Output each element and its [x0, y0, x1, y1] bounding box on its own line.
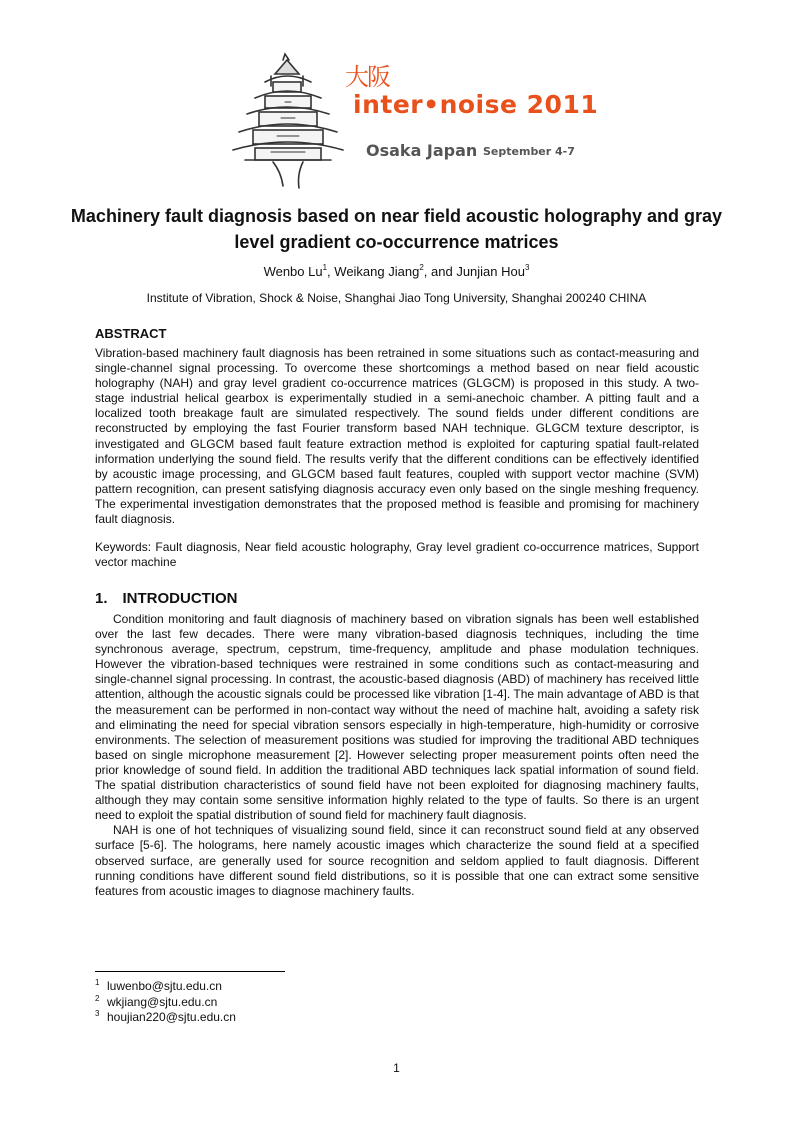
author-separator: , and [423, 264, 457, 279]
footnote [95, 1010, 236, 1026]
logo-dates: September 4-7 [483, 145, 575, 158]
footnote-number: 2 [95, 993, 100, 1003]
author-mark: 1 [322, 263, 328, 272]
author-list [60, 264, 733, 279]
footnote-number: 3 [95, 1009, 100, 1018]
footnote [95, 979, 236, 995]
paragraph: NAH is one of hot techniques of visualizing sound field, since it can reconstruct sound field at any observed surface [5-6]. The holograms, here namely acoustic images which characterize the sound field at a specified observed surface, are generally used for source recognition and seldom applied to fault diagnosis. Different running conditions have different sound field distributions, so it is possible that one can extract some sensitive features from acoustic images to diagnose machinery faults. [95, 823, 699, 898]
section-heading-introduction: 1. INTRODUCTION [95, 590, 238, 607]
footnote-email[interactable]: luwenbo@sjtu.edu.cn [107, 979, 222, 993]
footnote-number: 1 [95, 978, 100, 987]
footnote-divider [95, 971, 285, 972]
paragraph: Condition monitoring and fault diagnosis of machinery based on vibration signals has been well established over the last few decades. There were many vibration-based diagnosis techniques, including the time synchronous average, spectrum, cepstrum, time-frequency, amplitude and phase modulation techniques. However the vibration-based techniques were restrained in some conditions such as contact-measuring and single-channel signal processing. In contrast, the acoustic-based diagnosis (ABD) of machinery has received little attention, although the acoustic signals could be processed like vibration [1-4]. The main advantage of ABD is that the measurement can be performed in non-contact way without the need of machine halt, avoiding a safety risk and eliminating the need for special vibration sensors especially in high-temperature, high-humidity or corrosive environments. The selection of measurement positions was studied for improving the traditional ABD techniques based on single microphone measurement [2]. However selecting proper measurement points often need the prior knowledge of sound field. In addition the traditional ABD techniques lack spatial information of sound field. The spatial distribution characteristics of sound field have not been exploited for diagnosing machinery faults, although they may contain some sensitive information highly related to the type of faults. So there is an urgent need to exploit the spatial distribution of sound field for machinery fault diagnosis. [95, 612, 699, 823]
logo-city: Osaka Japan [366, 141, 478, 160]
logo-kanji: 大阪 [345, 63, 389, 91]
introduction-body [95, 612, 699, 899]
affiliation: Institute of Vibration, Shock & Noise, Shanghai Jiao Tong University, Shanghai 200240 CHINA [146, 291, 647, 305]
paper-title: Machinery fault diagnosis based on near field acoustic holography and gray level gradient co-occurrence matrices [70, 206, 723, 252]
page-number: 1 [393, 1061, 400, 1075]
osaka-castle-icon [225, 52, 345, 192]
abstract-heading: ABSTRACT [95, 326, 167, 341]
conference-logo [225, 52, 599, 192]
author-name: Junjian Hou [456, 264, 525, 279]
logo-brand: inter•noise 2011 [353, 90, 599, 119]
author-name: Weikang Jiang [334, 264, 420, 279]
author-separator: , [327, 264, 335, 279]
author-name: Wenbo Lu [263, 264, 323, 279]
author-mark: 2 [419, 263, 424, 272]
footnotes [95, 979, 236, 1026]
footnote-email[interactable]: wkjiang@sjtu.edu.cn [107, 994, 218, 1009]
abstract-body: Vibration-based machinery fault diagnosis has been retrained in some situations such as contact-measuring and single-channel signal processing. To overcome these shortcomings a method based on near field acoustic holography (NAH) and gray level gradient co-occurrence matrices (GLGCM) is proposed in this study. A two-stage industrial helical gearbox is experimentally studied in a semi-anechoic chamber. A pitting fault and a localized tooth breakage fault are simulated respectively. The sound fields under different conditions are reconstructed by employing the fast Fourier transform based NAH technique. GLGCM texture descriptor, is investigated and GLGCM based fault feature extraction method is exploited for capturing spatial fault-related information underlying the sound field. The results verify that the different conditions can be effectively identified by acoustic image processing, and GLGCM based fault features, coupled with support vector machine (SVM) pattern recognition, can present satisfying diagnosis accuracy even only based on the single meshing frequency. The experimental investigation demonstrates that the proposed method is feasible and promising for machinery fault diagnosis. [95, 346, 699, 527]
keywords: Keywords: Fault diagnosis, Near field acoustic holography, Gray level gradient co-occurrence matrices, Support vector machine [95, 540, 699, 570]
author-mark: 3 [524, 263, 530, 272]
footnote [95, 995, 236, 1011]
footnote-email[interactable]: houjian220@sjtu.edu.cn [107, 1010, 236, 1024]
